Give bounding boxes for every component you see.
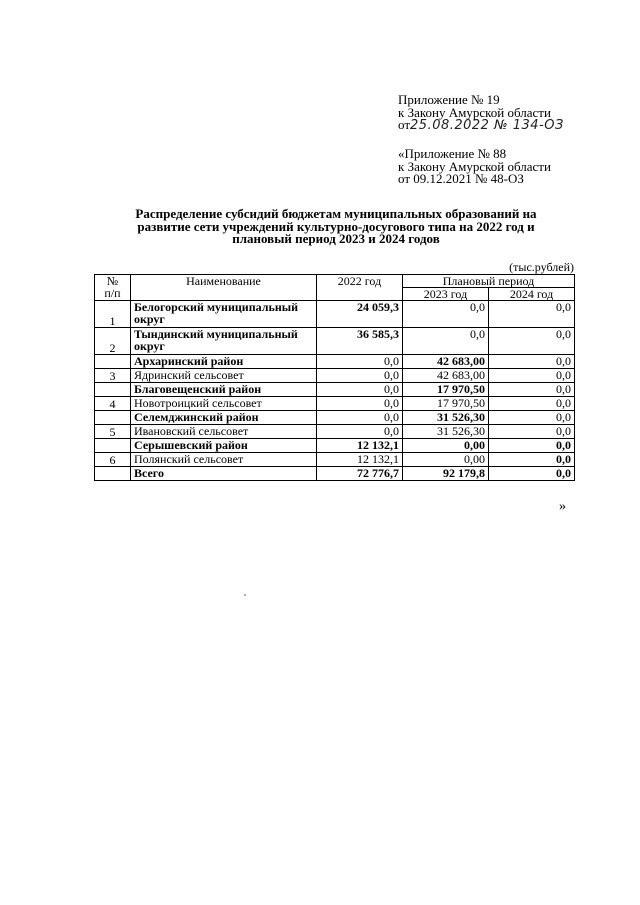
row-name: Серышевский район (131, 439, 317, 453)
row-value-2024: 0,0 (489, 369, 575, 383)
title-line-3: плановый период 2023 и 2024 годов (232, 231, 440, 246)
row-value-2024: 0,0 (489, 425, 575, 439)
row-value-2023: 0,0 (403, 301, 489, 328)
row-number: 5 (95, 425, 131, 439)
header-2024: 2024 год (489, 288, 575, 301)
table-row (95, 453, 575, 467)
previous-appendix-number: «Приложение № 88 (398, 146, 507, 161)
title-line-2: развитие сети учреждений культурно-досугового типа на 2022 год и (137, 218, 535, 234)
row-value-2022: 72 776,7 (317, 467, 403, 481)
row-value-2023: 0,00 (403, 439, 489, 453)
row-value-2022: 0,0 (317, 383, 403, 397)
appendix-law-reference: к Закону Амурской области (398, 104, 551, 120)
table-row (95, 369, 575, 383)
header-2023: 2023 год (403, 288, 489, 301)
row-name: Новотроицкий сельсовет (131, 397, 317, 411)
previous-appendix-law-reference: к Закону Амурской области (398, 158, 551, 174)
row-value-2022: 0,0 (317, 425, 403, 439)
document-title (96, 208, 576, 246)
row-number (95, 383, 131, 397)
header-2022: 2022 год (317, 275, 403, 301)
unit-label: (тыс.рублей) (509, 260, 574, 274)
row-value-2022: 0,0 (317, 355, 403, 369)
previous-appendix-date: от 09.12.2021 № 48-ОЗ (398, 171, 524, 186)
row-value-2022: 12 132,1 (317, 453, 403, 467)
header-planned-period: Плановый период (403, 275, 575, 288)
row-number: 1 (95, 301, 131, 328)
row-value-2024: 0,0 (489, 383, 575, 397)
row-value-2023: 0,0 (403, 328, 489, 355)
table-row (95, 383, 575, 397)
appendix-date-line (398, 119, 564, 133)
table-row (95, 411, 575, 425)
row-name: Архаринский район (131, 355, 317, 369)
row-value-2023: 42 683,00 (403, 355, 489, 369)
row-value-2024: 0,0 (489, 328, 575, 355)
row-value-2022: 12 132,1 (317, 439, 403, 453)
row-name: Ивановский сельсовет (131, 425, 317, 439)
row-name: Тындинский муниципальный округ (131, 328, 317, 355)
row-name: Полянский сельсовет (131, 453, 317, 467)
row-number: 4 (95, 397, 131, 411)
closing-quote: » (559, 499, 566, 514)
row-value-2022: 0,0 (317, 369, 403, 383)
row-value-2022: 0,0 (317, 411, 403, 425)
row-number: 6 (95, 453, 131, 467)
row-value-2022: 36 585,3 (317, 328, 403, 355)
row-number (95, 411, 131, 425)
row-value-2022: 0,0 (317, 397, 403, 411)
table-row (95, 397, 575, 411)
row-name: Селемджинский район (131, 411, 317, 425)
scan-speck (244, 594, 246, 596)
row-name: Благовещенский район (131, 383, 317, 397)
table-row (95, 328, 575, 355)
previous-appendix-header (398, 148, 551, 186)
header-number: № п/п (95, 275, 131, 301)
appendix-header (398, 94, 564, 133)
row-name: Всего (131, 467, 317, 481)
table-row-total (95, 467, 575, 481)
row-value-2023: 92 179,8 (403, 467, 489, 481)
row-value-2024: 0,0 (489, 355, 575, 369)
handwritten-date-number: 25.08.2022 № 134-ОЗ (410, 118, 564, 133)
subsidies-table (94, 274, 575, 481)
row-value-2023: 31 526,30 (403, 411, 489, 425)
table-row (95, 439, 575, 453)
row-value-2024: 0,0 (489, 411, 575, 425)
header-name: Наименование (131, 275, 317, 301)
row-value-2022: 24 059,3 (317, 301, 403, 328)
row-value-2024: 0,0 (489, 439, 575, 453)
row-value-2023: 42 683,00 (403, 369, 489, 383)
table-row (95, 355, 575, 369)
row-name: Ядринский сельсовет (131, 369, 317, 383)
appendix-date-prefix: от (398, 117, 411, 132)
row-value-2023: 17 970,50 (403, 383, 489, 397)
appendix-number: Приложение № 19 (398, 92, 500, 107)
row-number (95, 439, 131, 453)
row-number (95, 355, 131, 369)
row-value-2024: 0,0 (489, 301, 575, 328)
row-value-2023: 0,00 (403, 453, 489, 467)
row-value-2024: 0,0 (489, 397, 575, 411)
row-number (95, 467, 131, 481)
title-line-1: Распределение субсидий бюджетам муниципальных образований на (135, 206, 537, 221)
table-row (95, 425, 575, 439)
row-number: 3 (95, 369, 131, 383)
row-value-2023: 17 970,50 (403, 397, 489, 411)
row-value-2024: 0,0 (489, 453, 575, 467)
row-value-2024: 0,0 (489, 467, 575, 481)
row-value-2023: 31 526,30 (403, 425, 489, 439)
table-row (95, 301, 575, 328)
row-number: 2 (95, 328, 131, 355)
row-name: Белогорский муниципальный округ (131, 301, 317, 328)
